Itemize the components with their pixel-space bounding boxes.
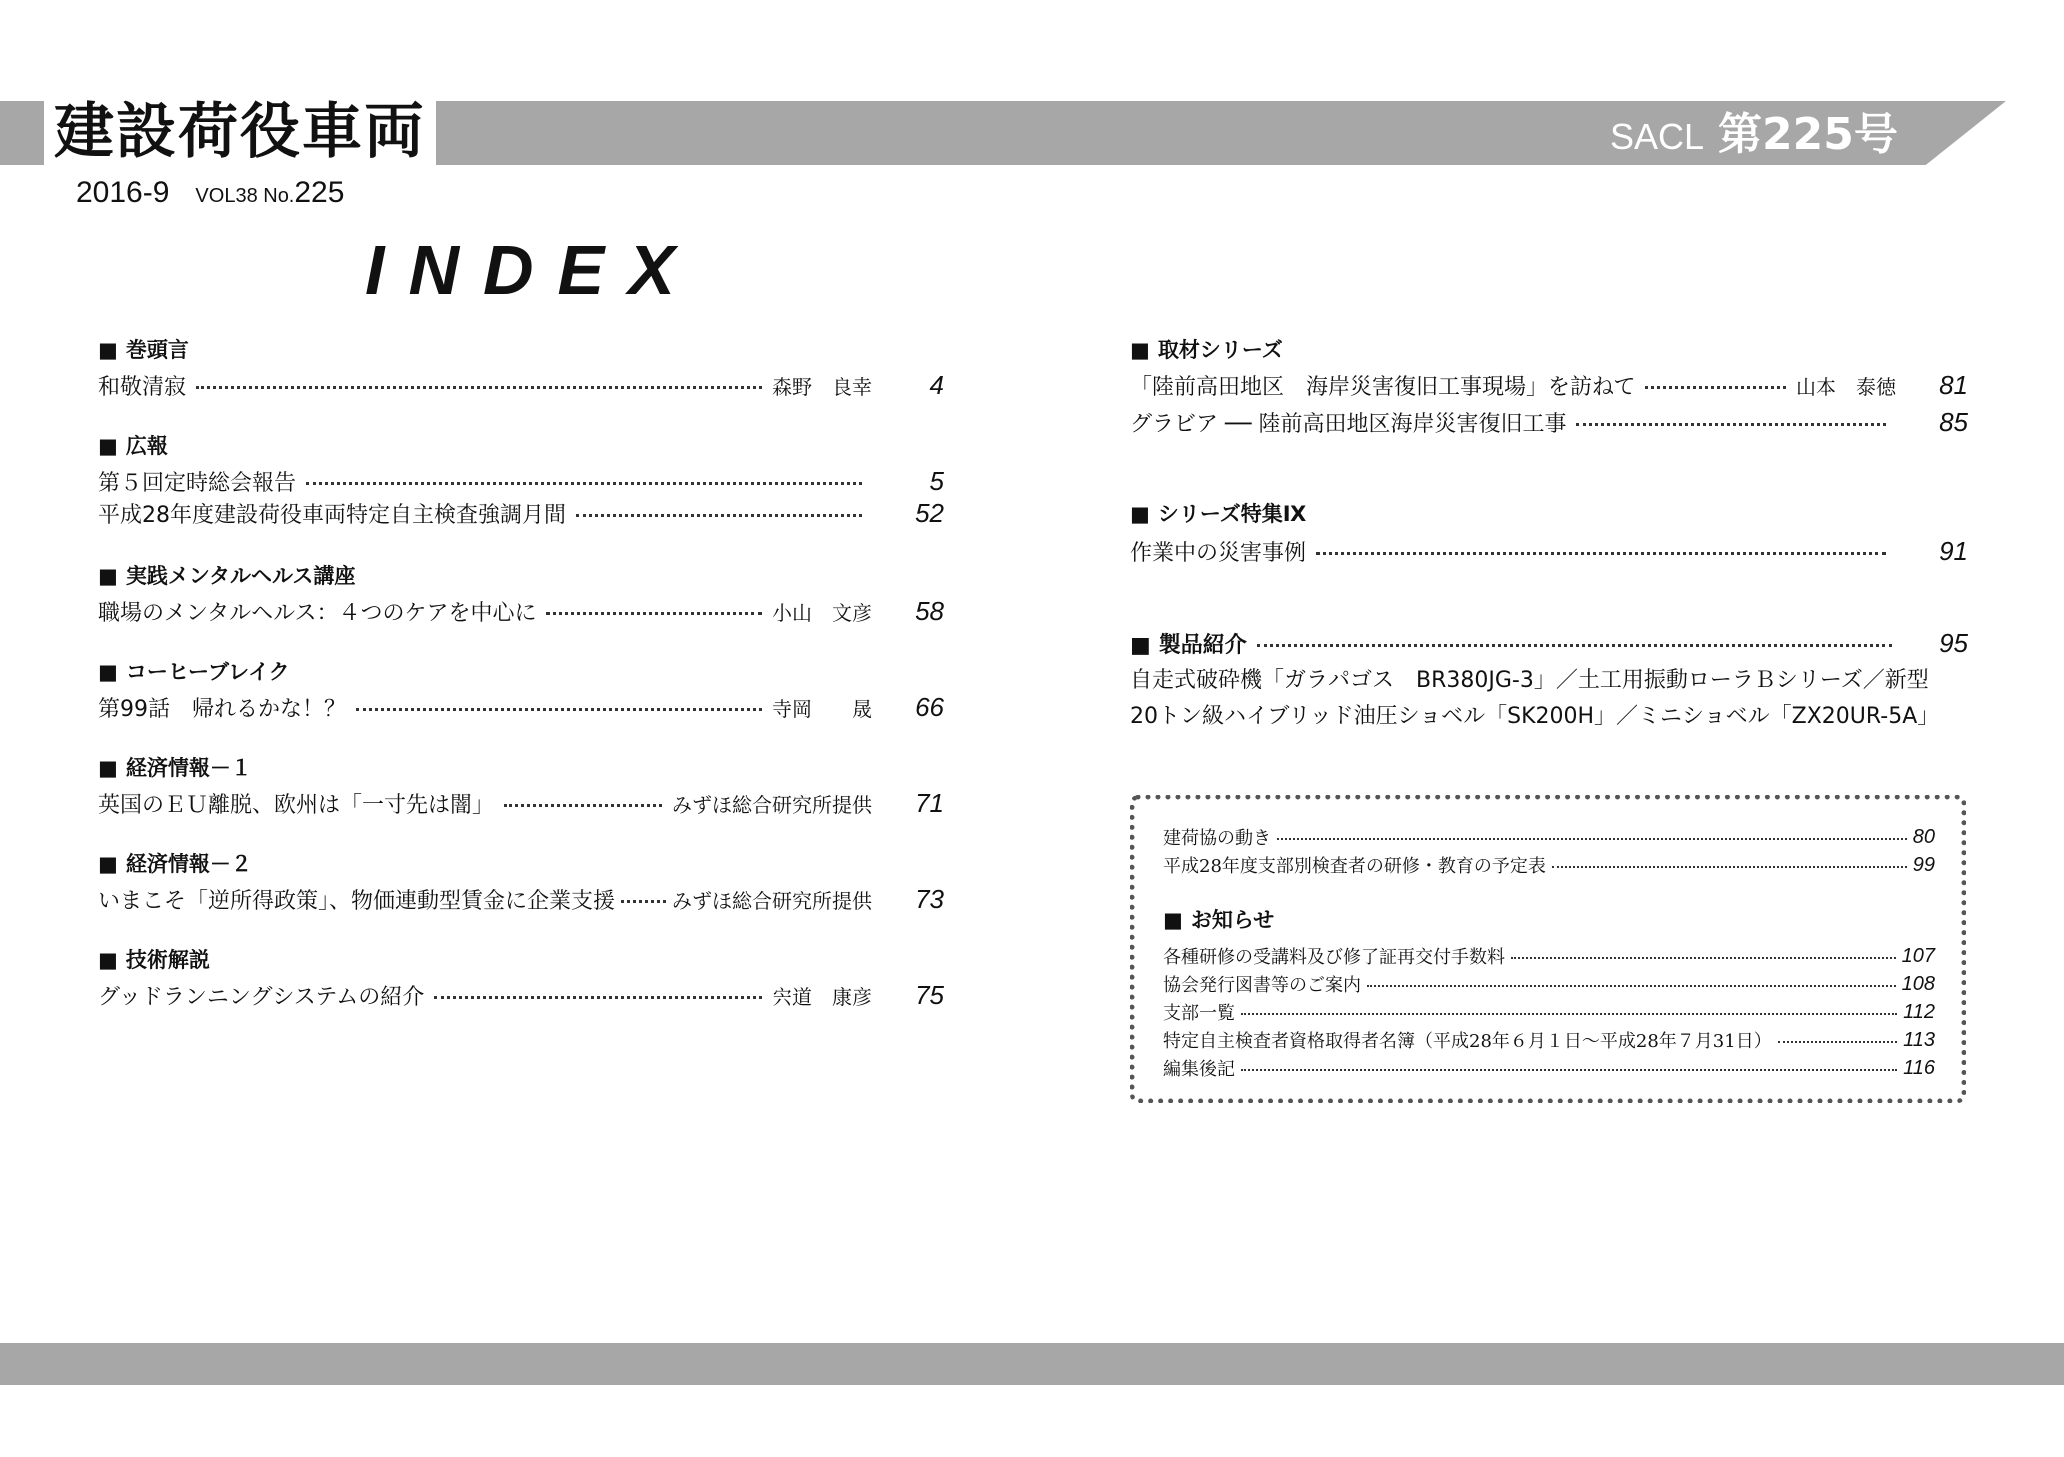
square-bullet-icon: ■ [98, 948, 118, 972]
entry-page: 75 [915, 979, 944, 1010]
notice-entry[interactable] [1163, 1026, 1935, 1054]
volume-number: 225 [294, 176, 345, 209]
leader-dots [1511, 957, 1896, 959]
entry-page: 112 [1903, 1000, 1935, 1023]
toc-entry[interactable] [98, 594, 944, 628]
issue-number: 第225号 [1718, 109, 1898, 160]
leader-dots [1316, 552, 1886, 555]
section-heading: ■ コーヒーブレイク [98, 660, 290, 684]
entry-page: 52 [915, 497, 944, 528]
section-heading: ■ 広報 [98, 434, 168, 458]
toc-entry[interactable] [1130, 626, 1968, 660]
leader-dots [546, 612, 762, 615]
entry-title: 各種研修の受講料及び修了証再交付手数料 [1163, 947, 1505, 968]
leader-dots [306, 482, 862, 485]
entry-title: 職場のメンタルヘルス：４つのケアを中心に [98, 600, 537, 626]
entry-page: 95 [1939, 627, 1968, 658]
entry-page: 99 [1912, 853, 1935, 876]
section-heading: ■ 技術解説 [98, 948, 210, 972]
entry-page: 71 [915, 787, 944, 818]
box-entry[interactable] [1163, 851, 1935, 879]
entry-author: 小山 文彦 [772, 600, 872, 625]
square-bullet-icon: ■ [1163, 908, 1183, 932]
dateline [76, 176, 344, 210]
section-heading: ■ 製品紹介 [1130, 632, 1247, 658]
leader-dots [504, 804, 662, 807]
magazine-title: 建設荷役車両 [44, 92, 436, 172]
toc-entry[interactable] [1130, 534, 1968, 568]
entry-title: 協会発行図書等のご案内 [1163, 975, 1361, 996]
product-list-line: 20トン級ハイブリッド油圧ショベル「SK200H」／ミニショベル「ZX20UR-5A」 [1130, 704, 1940, 729]
toc-entry[interactable] [98, 786, 944, 820]
entry-page: 80 [1912, 825, 1935, 848]
volume-label: VOL38 No. [195, 185, 295, 207]
entry-title: 和敬清寂 [98, 374, 187, 400]
leader-dots [356, 708, 762, 711]
leader-dots [1367, 985, 1896, 987]
entry-page: 66 [915, 691, 944, 722]
entry-title: 第５回定時総会報告 [98, 470, 297, 496]
section-heading: ■ シリーズ特集Ⅸ [1130, 502, 1307, 526]
issue-date: 2016-9 [76, 176, 170, 209]
entry-title: 支部一覧 [1163, 1003, 1235, 1024]
toc-entry[interactable] [98, 882, 944, 916]
index-heading: INDEX [365, 231, 699, 309]
leader-dots [1277, 838, 1907, 840]
notice-heading: ■ お知らせ [1163, 908, 1275, 932]
section-heading: ■ 巻頭言 [98, 338, 189, 362]
entry-title: 作業中の災害事例 [1130, 540, 1307, 566]
square-bullet-icon: ■ [98, 434, 118, 458]
leader-dots [621, 900, 666, 903]
toc-entry[interactable] [98, 690, 944, 724]
square-bullet-icon: ■ [1130, 338, 1150, 362]
entry-title: 英国のＥＵ離脱、欧州は「一寸先は闇」 [98, 792, 495, 818]
entry-page: 113 [1903, 1028, 1935, 1051]
leader-dots [1778, 1041, 1897, 1043]
entry-page: 108 [1901, 972, 1935, 995]
square-bullet-icon: ■ [98, 338, 118, 362]
square-bullet-icon: ■ [98, 564, 118, 588]
entry-author: 寺岡 晟 [772, 696, 872, 721]
toc-entry[interactable] [98, 368, 944, 402]
leader-dots [1241, 1013, 1897, 1015]
entry-title: 特定自主検査者資格取得者名簿（平成28年６月１日～平成28年７月31日） [1163, 1031, 1772, 1052]
entry-page: 91 [1939, 535, 1968, 566]
entry-page: 116 [1903, 1056, 1935, 1079]
entry-title: いまこそ「逆所得政策」、物価連動型賃金に企業支援 [98, 888, 616, 914]
entry-title: 平成28年度支部別検査者の研修・教育の予定表 [1163, 856, 1546, 877]
issue-sacl: SACL [1610, 116, 1705, 157]
leader-dots [1552, 866, 1907, 868]
section-heading: ■ 経済情報－２ [98, 852, 252, 876]
leader-dots [1257, 644, 1892, 647]
box-entry[interactable] [1163, 823, 1935, 851]
leader-dots [434, 996, 762, 999]
notice-entry[interactable] [1163, 970, 1935, 998]
entry-title: 平成28年度建設荷役車両特定自主検査強調月間 [98, 502, 566, 528]
entry-author: 森野 良幸 [772, 374, 872, 399]
square-bullet-icon: ■ [98, 756, 118, 780]
toc-entry[interactable] [1130, 405, 1968, 439]
square-bullet-icon: ■ [1130, 632, 1151, 658]
entry-author: みずほ総合研究所提供 [672, 792, 872, 817]
toc-entry[interactable] [98, 978, 944, 1012]
entry-title: 建荷協の動き [1163, 828, 1271, 849]
entry-author: 山本 泰徳 [1796, 374, 1896, 399]
square-bullet-icon: ■ [98, 660, 118, 684]
square-bullet-icon: ■ [1130, 502, 1150, 526]
notice-entry[interactable] [1163, 942, 1935, 970]
notice-entry[interactable] [1163, 998, 1935, 1026]
entry-page: 5 [929, 465, 944, 496]
entry-page: 81 [1939, 369, 1968, 400]
entry-author: みずほ総合研究所提供 [672, 888, 872, 913]
notice-entry[interactable] [1163, 1054, 1935, 1082]
section-heading: ■ 取材シリーズ [1130, 338, 1283, 362]
entry-page: 4 [929, 369, 944, 400]
leader-dots [1241, 1069, 1897, 1071]
issue-label [1610, 105, 1898, 174]
footer-band [0, 1343, 2064, 1385]
entry-page: 85 [1939, 406, 1968, 437]
section-heading: ■ 実践メンタルヘルス講座 [98, 564, 356, 588]
leader-dots [196, 386, 762, 389]
toc-entry[interactable] [1130, 368, 1968, 402]
entry-title: 「陸前高田地区 海岸災害復旧工事現場」を訪ねて [1130, 374, 1636, 400]
entry-title: 第99話 帰れるかな！？ [98, 696, 346, 722]
entry-title: 編集後記 [1163, 1059, 1235, 1080]
leader-dots [1576, 423, 1886, 426]
entry-title: グラビア ── 陸前高田地区海岸災害復旧工事 [1130, 411, 1567, 437]
leader-dots [1645, 386, 1786, 389]
entry-title: グッドランニングシステムの紹介 [98, 984, 425, 1010]
product-list-line: 自走式破砕機「ガラパゴス BR380JG-3」／土工用振動ローラＢシリーズ／新型 [1130, 668, 1929, 693]
toc-entry[interactable] [98, 496, 944, 530]
toc-entry[interactable] [98, 464, 944, 498]
entry-page: 107 [1901, 944, 1935, 967]
entry-page: 73 [915, 883, 944, 914]
leader-dots [576, 514, 862, 517]
entry-author: 宍道 康彦 [772, 984, 872, 1009]
entry-page: 58 [915, 595, 944, 626]
section-heading: ■ 経済情報－１ [98, 756, 252, 780]
square-bullet-icon: ■ [98, 852, 118, 876]
